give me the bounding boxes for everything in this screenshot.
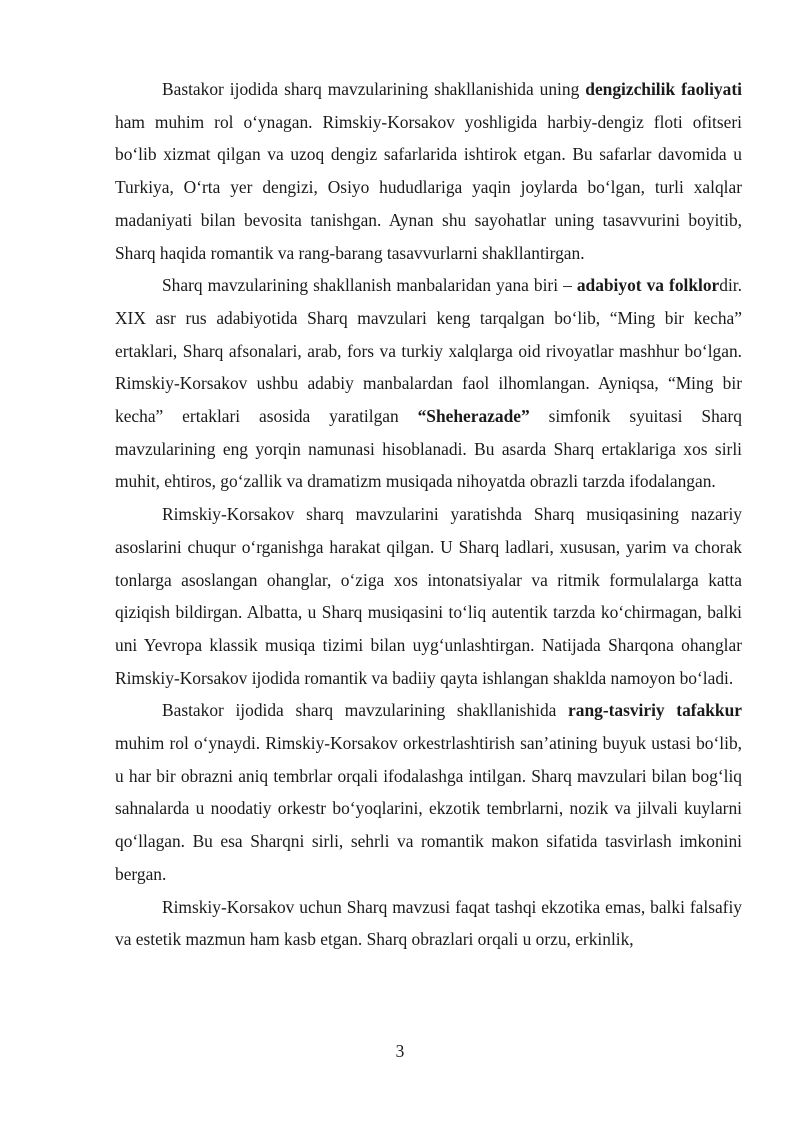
paragraph-4-bold-phrase: rang-tasviriy tafakkur [568, 700, 742, 721]
page-number: 3 [395, 1041, 405, 1061]
paragraph-3-text: Rimskiy-Korsakov sharq mavzularini yaratishda Sharq musiqasining nazariy asoslarini chuqur o‘rganishga harakat qilgan. U Sharq ladlari, xususan, yarim va chorak tonlarga asoslangan ohanglar, o‘ziga xos intonatsiyalar va ritmik formulalarga katta qiziqish bildirgan. Albatta, u Sharq musiqasini to‘liq autentik tarzda ko‘chirmagan, balki uni Yevropa klassik musiqa tizimi bilan uyg‘unlashtirgan. Natijada Sharqona ohanglar Rimskiy-Korsakov ijodida romantik va badiiy qayta ishlangan shaklda namoyon bo‘ladi. [115, 504, 742, 688]
paragraph-5-text: Rimskiy-Korsakov uchun Sharq mavzusi faqat tashqi ekzotika emas, balki falsafiy va estetik mazmun ham kasb etgan. Sharq obrazlari orqali u orzu, erkinlik, [115, 896, 742, 950]
paragraph-5 [115, 891, 742, 956]
paragraph-1-text-end: ham muhim rol o‘ynagan. Rimskiy-Korsakov yoshligida harbiy-dengiz floti ofitseri bo‘lib xizmat qilgan va uzoq dengiz safarlarida ishtirok etgan. Bu safarlar davomida u Turkiya, O‘rta yer dengizi, Osiyo hududlariga yaqin joylarda bo‘lgan, turli xalqlar madaniyati bilan bevosita tanishgan. Aynan shu sayohatlar uning tasavvurini boyitib, Sharq haqida romantik va rang-barang tasavvurlarni shakllantirgan. [115, 111, 742, 263]
paragraph-2-text-start: Sharq mavzularining shakllanish manbalaridan yana biri – [162, 275, 577, 296]
paragraph-1-text-start: Bastakor ijodida sharq mavzularining shakllanishida uning [162, 79, 586, 99]
paragraph-2 [115, 269, 742, 498]
paragraph-1-bold-phrase: dengizchilik faoliyati [585, 79, 742, 99]
paragraph-2-text-middle: dir. XIX asr rus adabiyotida Sharq mavzulari keng tarqalgan bo‘lib, “Ming bir kecha” ertaklari, Sharq afsonalari, arab, fors va turkiy xalqlarga oid rivoyatlar mashhur bo‘lgan. Rimskiy-Korsakov ushbu adabiy manbalardan faol ilhomlangan. Ayniqsa, “Ming bir kecha” ertaklari asosida yaratilgan [115, 275, 742, 427]
paragraph-2-bold-title: “Sheherazade” [417, 406, 530, 427]
paragraph-2-bold-phrase: adabiyot va folklor [576, 275, 720, 296]
paragraph-1 [115, 73, 742, 269]
paragraph-2-text-end: simfonik syuitasi Sharq mavzularining eng yorqin namunasi hisoblanadi. Bu asarda Sharq ertaklariga xos sirli muhit, ehtiros, go‘zallik va dramatizm musiqada nihoyatda obrazli tarzda ifodalangan. [115, 406, 742, 492]
body-text [115, 73, 742, 956]
paragraph-4-text-end: muhim rol o‘ynaydi. Rimskiy-Korsakov orkestrlashtirish san’atining buyuk ustasi bo‘lib, u har bir obrazni aniq tembrlar orqali ifodalashga intilgan. Sharq mavzulari bilan bog‘liq sahnalarda u noodatiy orkestr bo‘yoqlarini, ekzotik tembrlarni, nozik va jilvali kuylarni qo‘llagan. Bu esa Sharqni sirli, sehrli va romantik makon sifatida tasvirlash imkonini bergan. [115, 733, 742, 884]
paragraph-3 [115, 498, 742, 694]
paragraph-4-text-start: Bastakor ijodida sharq mavzularining shakllanishida [162, 700, 569, 721]
paragraph-4 [115, 694, 742, 890]
